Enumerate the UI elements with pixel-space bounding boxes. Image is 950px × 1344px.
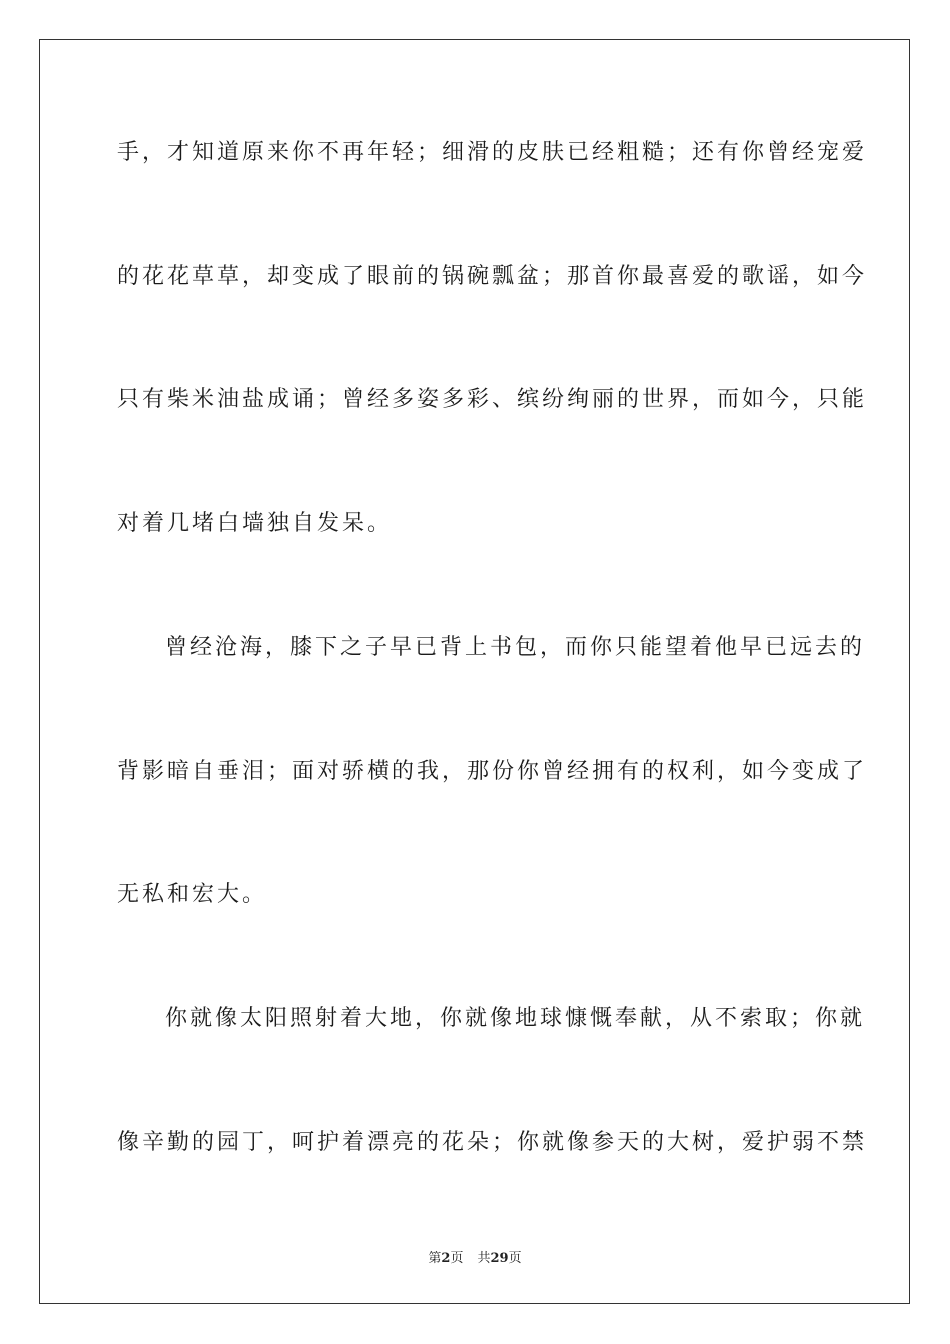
text-line: 对着几堵白墙独自发呆。 (117, 511, 393, 536)
total-prefix: 共 (477, 1251, 491, 1266)
paragraph-start-line: 你就像太阳照射着大地，你就像地球慷慨奉献，从不索取；你就 (165, 1006, 866, 1031)
page-footer (0, 1247, 950, 1266)
text-line: 无私和宏大。 (117, 882, 268, 907)
text-line: 像辛勤的园丁，呵护着漂亮的花朵；你就像参天的大树，爱护弱不禁 (117, 1130, 868, 1155)
page-suffix: 页 (450, 1251, 464, 1266)
text-line: 背影暗自垂泪；面对骄横的我，那份你曾经拥有的权利，如今变成了 (117, 759, 868, 784)
text-line: 手，才知道原来你不再年轻；细滑的皮肤已经粗糙；还有你曾经宠爱 (117, 140, 868, 165)
page-border (39, 39, 910, 1304)
page-prefix: 第 (428, 1251, 442, 1266)
text-line: 只有柴米油盐成诵；曾经多姿多彩、缤纷绚丽的世界，而如今，只能 (117, 387, 868, 412)
page-total: 29 (490, 1251, 509, 1266)
text-line: 的花花草草，却变成了眼前的锅碗瓢盆；那首你最喜爱的歌谣，如今 (117, 264, 868, 289)
page-current: 2 (441, 1251, 451, 1266)
total-suffix: 页 (508, 1251, 522, 1266)
paragraph-start-line: 曾经沧海，膝下之子早已背上书包，而你只能望着他早已远去的 (165, 635, 866, 660)
